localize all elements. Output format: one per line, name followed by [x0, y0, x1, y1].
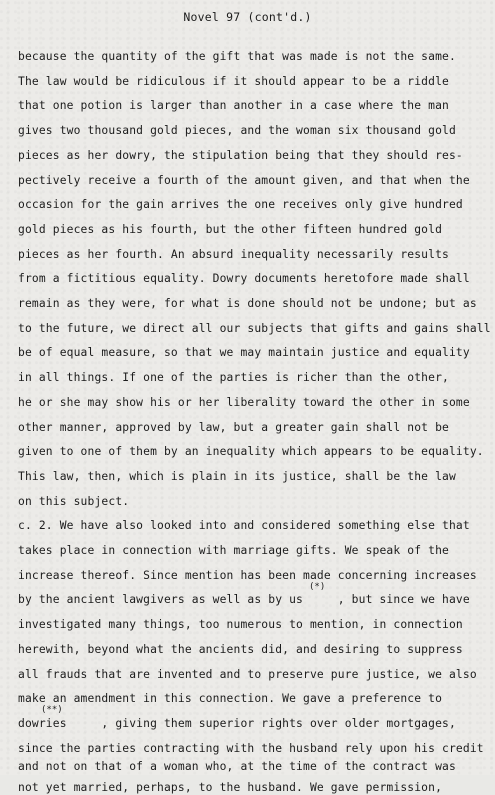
text-line: not yet married, perhaps, to the husband. We gave permission, — [18, 781, 443, 794]
text-line: gold pieces as his fourth, but the other fifteen hundred gold — [18, 222, 443, 236]
text-line: takes place in connection with marriage gifts. We speak of the — [18, 544, 449, 557]
text-line: pieces as her dowry, the stipulation being that they should res- — [18, 148, 463, 162]
text-line: and not on that of a woman who, at the time of the contract was — [18, 760, 456, 773]
text-line: all frauds that are invented and to preserve pure justice, we also — [18, 667, 477, 681]
text-line: by the ancient lawgivers as well as by us , but since we have — [18, 593, 470, 607]
text-line: on this subject. — [18, 494, 130, 508]
text-line: dowries , giving them superior rights over older mortgages, — [18, 716, 456, 730]
text-line: remain as they were, for what is done should not be undone; but as — [18, 297, 477, 310]
footnote-marker: (**) — [41, 705, 63, 715]
text-line: to the future, we direct all our subjects that gifts and gains shall — [18, 321, 491, 335]
text-line: from a fictitious equality. Dowry documents heretofore made shall — [18, 272, 470, 286]
text-line: because the quantity of the gift that was made is not the same. — [18, 50, 456, 63]
text-line: herewith, beyond what the ancients did, and desiring to suppress — [18, 642, 463, 656]
text-line: occasion for the gain arrives the one receives only give hundred — [18, 198, 463, 212]
text-line: pieces as her fourth. An absurd inequality necessarily results — [18, 247, 449, 261]
text-line: The law would be ridiculous if it should appear to be a riddle — [18, 74, 449, 88]
text-line: investigated many things, too numerous to mention, in connection — [18, 618, 463, 632]
text-line: given to one of them by an inequality which appears to be equality. — [18, 445, 484, 459]
text-line: make an amendment in this connection. We gave a preference to — [18, 692, 443, 706]
text-line: gives two thousand gold pieces, and the woman six thousand gold — [18, 124, 456, 138]
text-line: that one potion is larger than another in a case where the man — [18, 99, 449, 113]
text-line: increase thereof. Since mention has been made concerning increases — [18, 568, 477, 582]
page-header: Novel 97 (cont'd.) — [183, 10, 312, 24]
text-line: pectively receive a fourth of the amount given, and that when the — [18, 173, 470, 187]
text-line: since the parties contracting with the husband rely upon his credit — [18, 741, 484, 755]
text-line: he or she may show his or her liberality toward the other in some — [18, 395, 470, 409]
text-line: be of equal measure, so that we may maintain justice and equality — [18, 346, 470, 360]
text-line: This law, then, which is plain in its justice, shall be the law — [18, 469, 456, 483]
text-line: other manner, approved by law, but a greater gain shall not be — [18, 420, 449, 434]
text-line: c. 2. We have also looked into and considered something else that — [18, 519, 470, 533]
footnote-marker: (*) — [309, 582, 326, 592]
text-line: in all things. If one of the parties is richer than the other, — [18, 371, 449, 385]
